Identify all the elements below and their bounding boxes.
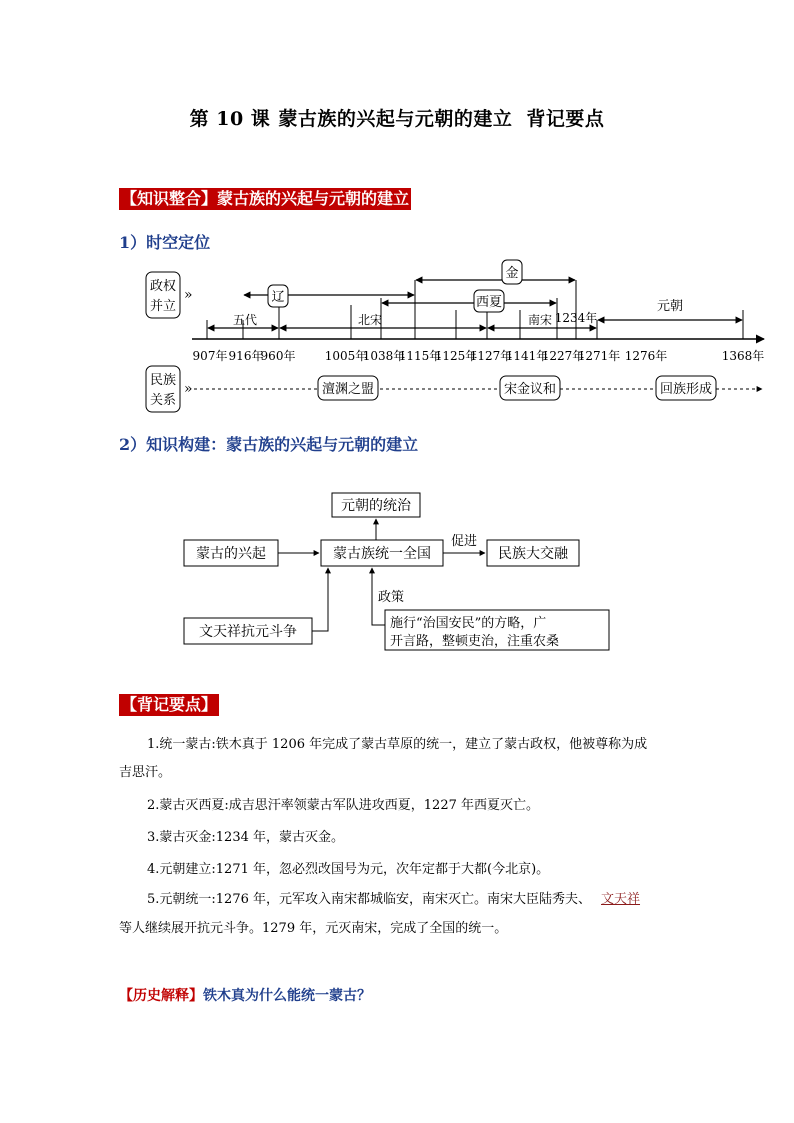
arrow-wen-to-unify bbox=[312, 568, 328, 631]
year-960: 960年 bbox=[260, 349, 296, 363]
year-1125: 1125年 bbox=[434, 349, 478, 363]
section-banner-knowledge: 【知识整合】蒙古族的兴起与元朝的建立 bbox=[121, 189, 410, 208]
event-huizu bbox=[656, 376, 716, 400]
page-title bbox=[0, 104, 794, 131]
title-name: 蒙古族的兴起与元朝的建立 bbox=[278, 108, 513, 130]
row-label-politics-line1: 政权 bbox=[149, 279, 177, 294]
year-1271: 1271年 bbox=[577, 349, 621, 363]
row-arrow-relations: » bbox=[184, 381, 193, 397]
point-1-line2: 吉思汗。 bbox=[119, 765, 172, 780]
subheading-timeline: 1）时空定位 bbox=[119, 233, 211, 252]
history-question bbox=[119, 985, 371, 1005]
box-fusion-label: 民族大交融 bbox=[498, 546, 568, 562]
label-policy: 政策 bbox=[378, 590, 405, 605]
concept-diagram bbox=[0, 485, 794, 655]
row-label-relations-line1: 民族 bbox=[149, 373, 177, 388]
subheading-knowledge-construct: 2）知识构建：蒙古族的兴起与元朝的建立 bbox=[119, 435, 419, 454]
year-1127: 1127年 bbox=[469, 349, 513, 363]
point-5-line1 bbox=[147, 892, 640, 908]
box-wen-label: 文天祥抗元斗争 bbox=[199, 624, 297, 640]
box-rise bbox=[184, 540, 278, 566]
box-policy-line1: 施行“治国安民”的方略，广 bbox=[390, 616, 547, 631]
event-huizu-label: 回族形成 bbox=[659, 382, 713, 397]
year-1038: 1038年 bbox=[362, 349, 406, 363]
section-banner-key-points: 【背记要点】 bbox=[121, 695, 218, 714]
regime-nansong: 南宋 bbox=[527, 313, 553, 327]
title-lesson: 第 10 课 bbox=[189, 108, 271, 130]
point-2: 2.蒙古灭西夏:成吉思汗率领蒙古军队进攻西夏，1227 年西夏灭亡。 bbox=[147, 798, 539, 813]
point-5-line1-text: 5.元朝统一:1276 年，元军攻入南宋都城临安，南宋灭亡。南宋大臣陆秀夫、 bbox=[147, 892, 591, 907]
row-label-politics-line2: 并立 bbox=[149, 299, 177, 314]
label-promote: 促进 bbox=[450, 534, 478, 549]
year-1141: 1141年 bbox=[505, 349, 549, 363]
year-1276: 1276年 bbox=[624, 349, 668, 363]
box-policy bbox=[385, 610, 609, 650]
regime-wudai: 五代 bbox=[232, 313, 258, 327]
event-songjin-label: 宋金议和 bbox=[503, 382, 557, 397]
row-label-relations bbox=[146, 366, 180, 412]
box-policy-line2: 开言路，整顿吏治，注重农桑 bbox=[390, 634, 560, 649]
year-1005: 1005年 bbox=[324, 349, 368, 363]
timeline-diagram bbox=[0, 250, 794, 425]
event-songjin bbox=[500, 376, 560, 400]
row-label-relations-line2: 关系 bbox=[149, 393, 177, 408]
year-1368: 1368年 bbox=[721, 349, 765, 363]
point-5-line2: 等人继续展开抗元斗争。1279 年，元灭南宋，完成了全国的统一。 bbox=[119, 921, 508, 936]
event-chanyuan-label: 澶渊之盟 bbox=[321, 382, 375, 397]
point-1-line1: 1.统一蒙古:铁木真于 1206 年完成了蒙古草原的统一，建立了蒙古政权，他被尊称为成 bbox=[147, 737, 648, 752]
year-916: 916年 bbox=[228, 349, 264, 363]
box-unify bbox=[321, 540, 443, 566]
title-suffix: 背记要点 bbox=[526, 108, 605, 130]
question-label: 【历史解释】 bbox=[119, 988, 203, 1004]
regime-xixia: 西夏 bbox=[475, 295, 503, 310]
box-rise-label: 蒙古的兴起 bbox=[196, 546, 266, 562]
regime-liao: 辽 bbox=[271, 290, 285, 305]
box-yuan-rule-label: 元朝的统治 bbox=[341, 498, 411, 514]
point-3: 3.蒙古灭金:1234 年，蒙古灭金。 bbox=[147, 830, 344, 845]
regime-year-1234: 1234年 bbox=[554, 311, 598, 325]
point-4: 4.元朝建立:1271 年，忽必烈改国号为元，次年定都于大都(今北京)。 bbox=[147, 862, 550, 877]
regime-jin: 金 bbox=[505, 266, 519, 281]
row-arrow-politics: » bbox=[184, 287, 193, 303]
box-wen bbox=[184, 618, 312, 644]
regime-yuan: 元朝 bbox=[656, 299, 684, 314]
timeline-year-labels bbox=[193, 348, 765, 363]
box-unify-label: 蒙古族统一全国 bbox=[333, 546, 431, 562]
question-text: 铁木真为什么能统一蒙古？ bbox=[203, 988, 371, 1004]
box-fusion bbox=[487, 540, 579, 566]
row-label-politics bbox=[146, 272, 180, 318]
point-5-answer-wentianxiang: 文天祥 bbox=[601, 892, 641, 907]
year-1115: 1115年 bbox=[398, 349, 442, 363]
event-chanyuan bbox=[318, 376, 378, 400]
year-1227: 1227年 bbox=[541, 349, 585, 363]
year-907: 907年 bbox=[192, 349, 228, 363]
box-yuan-rule bbox=[332, 493, 420, 517]
regime-beisong: 北宋 bbox=[357, 313, 383, 327]
